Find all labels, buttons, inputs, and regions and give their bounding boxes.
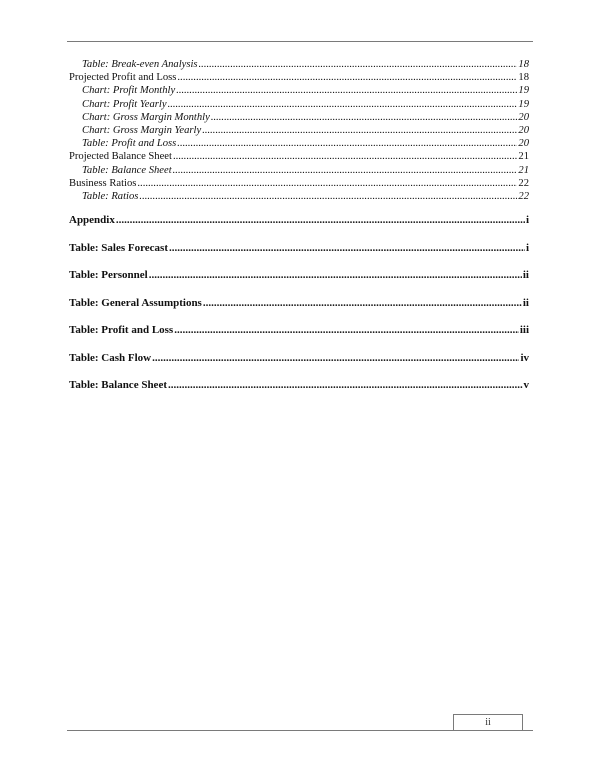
toc-leader-dots xyxy=(168,378,523,392)
toc-entry-page: 21 xyxy=(518,164,529,176)
toc-entry-page: 20 xyxy=(518,124,529,136)
toc-entry-page: i xyxy=(525,241,529,254)
toc-entry-page: ii xyxy=(522,269,529,282)
toc-entry-page: 22 xyxy=(518,177,529,189)
toc-entry-page: 22 xyxy=(518,190,529,202)
toc-entry-title: Chart: Profit Monthly xyxy=(82,85,176,97)
toc-entry-page: ii xyxy=(522,296,529,309)
toc-entry[interactable] xyxy=(69,58,529,71)
toc-leader-dots xyxy=(173,150,517,163)
toc-entry-title: Table: Sales Forecast xyxy=(69,241,168,254)
toc-entry-title: Table: General Assumptions xyxy=(69,296,202,309)
toc-leader-dots xyxy=(211,111,518,124)
toc-leader-dots xyxy=(202,124,517,137)
toc-entry-page: 19 xyxy=(518,85,529,97)
toc-entry-page: 18 xyxy=(518,72,529,84)
header-rule xyxy=(67,41,533,42)
toc-leader-dots xyxy=(174,323,519,337)
toc-entry-title: Table: Personnel xyxy=(69,269,148,282)
toc-entry[interactable] xyxy=(69,124,529,137)
toc-entry-title: Chart: Profit Yearly xyxy=(82,98,167,110)
toc-leader-dots xyxy=(152,351,519,365)
toc-entry-page: i xyxy=(525,214,529,227)
page-number: ii xyxy=(453,714,523,730)
toc-leader-dots xyxy=(139,190,517,203)
toc-entry[interactable] xyxy=(69,150,529,163)
toc-entry-page: 20 xyxy=(518,111,529,123)
toc-entry[interactable] xyxy=(69,378,529,392)
toc-entry-title: Table: Profit and Loss xyxy=(69,324,174,337)
toc-entry-page: iii xyxy=(519,324,529,337)
toc-entry[interactable] xyxy=(69,323,529,337)
toc-entry-page: 20 xyxy=(518,138,529,150)
toc-entry-title: Table: Break-even Analysis xyxy=(82,59,198,70)
toc-entry[interactable] xyxy=(69,111,529,124)
table-of-contents xyxy=(69,58,529,392)
toc-entry-title: Table: Cash Flow xyxy=(69,351,152,364)
toc-entry-title: Chart: Gross Margin Yearly xyxy=(82,124,202,136)
toc-entry[interactable] xyxy=(69,164,529,177)
toc-leader-dots xyxy=(116,213,525,227)
toc-leader-dots xyxy=(203,296,522,310)
toc-entry-title: Table: Balance Sheet xyxy=(69,379,167,392)
toc-entry[interactable] xyxy=(69,241,529,255)
toc-entry[interactable] xyxy=(69,296,529,310)
toc-entry-title: Table: Balance Sheet xyxy=(82,164,172,176)
toc-leader-dots xyxy=(168,98,518,111)
toc-entry-page: iv xyxy=(520,351,529,364)
toc-entry[interactable] xyxy=(69,137,529,150)
toc-entry-title: Projected Profit and Loss xyxy=(69,72,177,84)
toc-entry[interactable] xyxy=(69,268,529,282)
toc-entry-title: Table: Ratios xyxy=(82,190,139,202)
toc-entry-page: 18 xyxy=(518,59,529,70)
footer-rule xyxy=(67,730,533,731)
toc-entry[interactable] xyxy=(69,84,529,97)
toc-leader-dots xyxy=(177,71,517,84)
toc-leader-dots xyxy=(149,268,522,282)
toc-entry-title: Appendix xyxy=(69,214,115,227)
toc-leader-dots xyxy=(173,164,518,177)
toc-entry-page: 21 xyxy=(518,151,529,163)
toc-entry-title: Business Ratios xyxy=(69,177,137,189)
toc-entry[interactable] xyxy=(69,351,529,365)
toc-entry[interactable] xyxy=(69,177,529,190)
toc-leader-dots xyxy=(137,177,517,190)
toc-leader-dots xyxy=(176,84,517,97)
toc-leader-dots xyxy=(199,58,518,71)
toc-entry-title: Table: Profit and Loss xyxy=(82,138,177,150)
toc-entry[interactable] xyxy=(69,190,529,203)
toc-entry[interactable] xyxy=(69,71,529,84)
toc-entry[interactable] xyxy=(69,213,529,227)
toc-entry-title: Chart: Gross Margin Monthly xyxy=(82,111,210,123)
toc-entry[interactable] xyxy=(69,98,529,111)
toc-entry-page: 19 xyxy=(518,98,529,110)
toc-entry-title: Projected Balance Sheet xyxy=(69,151,172,163)
toc-entry-page: v xyxy=(523,379,529,392)
toc-leader-dots xyxy=(177,137,517,150)
toc-leader-dots xyxy=(169,241,525,255)
